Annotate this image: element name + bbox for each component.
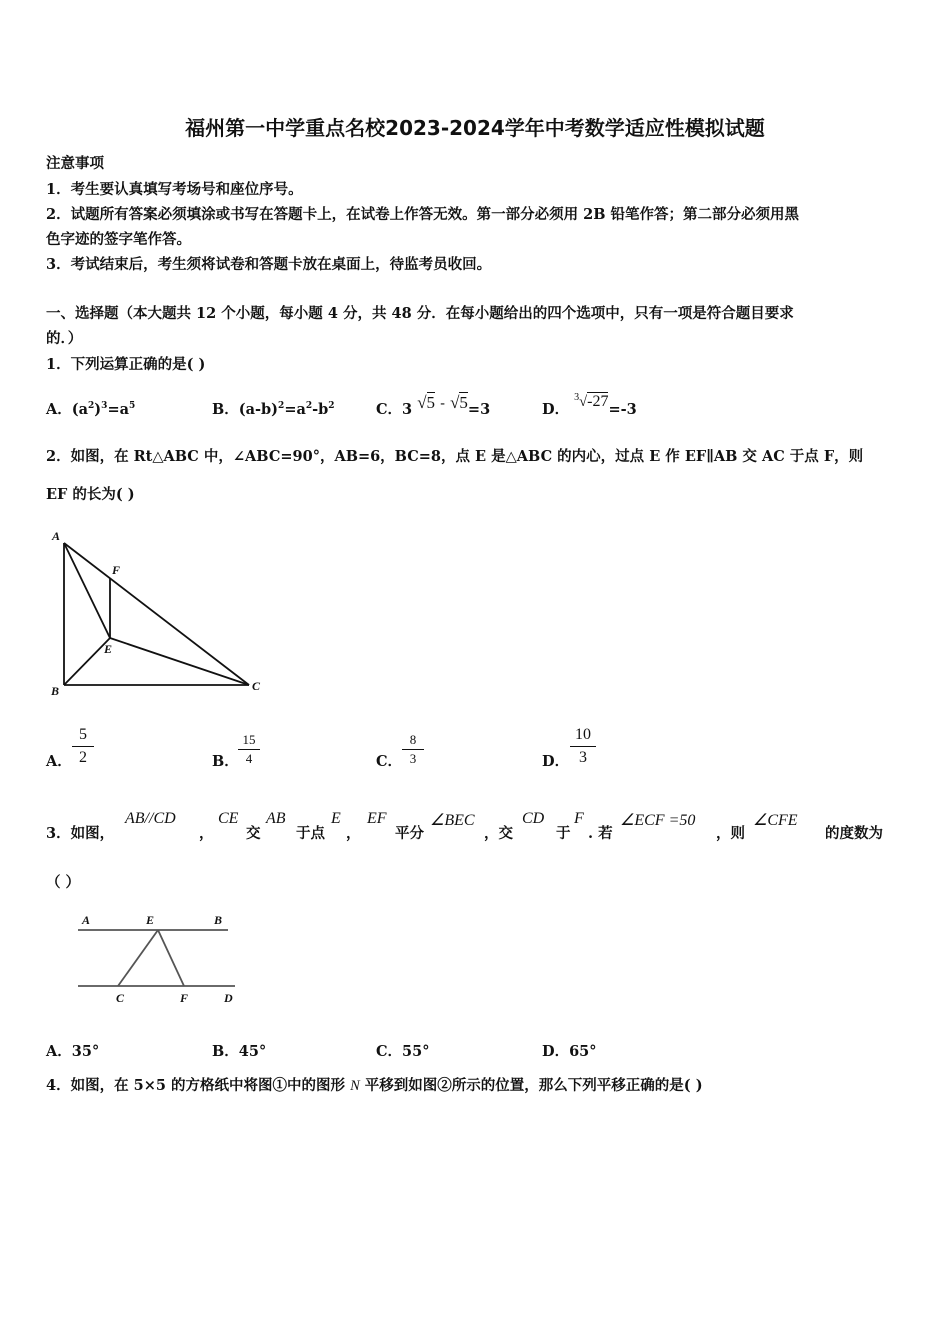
- q3-math-ce: CE: [218, 810, 239, 827]
- q3-label-e: E: [146, 913, 155, 927]
- q3-math-ef: EF: [367, 810, 387, 827]
- q3-stem-start: 3．如图，: [46, 825, 115, 842]
- q3-math-angle-cfe: ∠CFE: [753, 812, 798, 829]
- q2-label-c: C: [252, 679, 261, 693]
- q2-label-f: F: [112, 563, 121, 577]
- q3-parallel-lines-figure: [70, 905, 250, 1010]
- q3-option-d: D．65°: [542, 1043, 597, 1060]
- q2-triangle-figure: [44, 525, 274, 700]
- q2-option-d-label: D．: [542, 753, 570, 770]
- notice-heading: 注意事项: [46, 155, 104, 172]
- q2-option-b-label: B．: [212, 753, 239, 770]
- q1-stem: 1．下列运算正确的是( ): [46, 356, 206, 373]
- q2-stem-cont: EF 的长为( ): [46, 486, 135, 503]
- q1-option-c: C．3 √5 - √5=3: [376, 393, 491, 418]
- q3-text-jiao-2: ，交: [484, 825, 513, 842]
- q3-math-ab: AB: [266, 810, 286, 827]
- q3-text-ruo: . 若: [588, 825, 613, 842]
- q3-segment-ef: [158, 930, 184, 986]
- q2-stem: 2．如图，在 Rt△ABC 中，∠ABC=90°，AB=6，BC=8，点 E 是△ABC 的内心，过点 E 作 EF∥AB 交 AC 于点 F，则: [46, 448, 864, 465]
- q3-math-e: E: [331, 810, 341, 827]
- notice-item-3: 3．考试结束后，考生须将试卷和答题卡放在桌面上，待监考员收回。: [46, 256, 492, 273]
- q3-answer-paren: （ ）: [46, 874, 81, 891]
- q3-option-c: C．55°: [376, 1043, 430, 1060]
- page-title: 福州第一中学重点名校2023-2024学年中考数学适应性模拟试题: [185, 116, 765, 140]
- q3-label-d: D: [224, 991, 233, 1005]
- q2-label-e: E: [104, 642, 113, 656]
- q2-option-c-label: C．: [376, 753, 403, 770]
- q3-math-f: F: [574, 810, 584, 827]
- q2-option-b-fraction: 15 4: [238, 733, 260, 766]
- q3-math-cd: CD: [522, 810, 545, 827]
- q3-comma-2: ，: [346, 825, 361, 842]
- q3-label-a: A: [82, 913, 91, 927]
- q1-option-b: B．$(a-b)^2=a^2-b^2$: [212, 401, 335, 418]
- notice-item-1: 1．考生要认真填写考场号和座位序号。: [46, 181, 303, 198]
- q3-text-ze: ，则: [716, 825, 745, 842]
- q2-segment-ac: [64, 543, 249, 685]
- q3-text-yu: 于: [556, 825, 571, 842]
- notice-item-2: 2．试题所有答案必须填涂或书写在答题卡上，在试卷上作答无效。第一部分必须用 2B 铅笔作答；第二部分必须用黑: [46, 206, 800, 223]
- q3-math-ab-parallel-cd: AB//CD: [125, 810, 176, 827]
- q1-option-d: D． $^3$√-27=-3: [542, 392, 637, 418]
- q4-stem: 4．如图，在 5×5 的方格纸中将图①中的图形 N 平移到如图②所示的位置，那么下列平移正确的是( ): [46, 1077, 703, 1094]
- q2-option-a-label: A．: [46, 753, 72, 770]
- q3-comma-1: ，: [199, 825, 214, 842]
- q2-option-c-fraction: 8 3: [402, 733, 424, 766]
- q3-option-b: B．45°: [212, 1043, 267, 1060]
- q3-label-b: B: [214, 913, 223, 927]
- q3-option-a: A．35°: [46, 1043, 100, 1060]
- q3-text-pingfen: 平分: [395, 825, 424, 842]
- q3-text-jiao: 交: [246, 825, 261, 842]
- q2-option-a-fraction: 5 2: [72, 726, 94, 767]
- q3-segment-ec: [118, 930, 158, 986]
- q3-math-angle-bec: ∠BEC: [430, 812, 475, 829]
- q2-label-b: B: [51, 684, 60, 698]
- section-heading: 一、选择题（本大题共 12 个小题，每小题 4 分，共 48 分．在每小题给出的四个选项中，只有一项是符合题目要求: [46, 305, 794, 322]
- q2-segment-ec: [110, 638, 249, 685]
- q2-label-a: A: [52, 529, 61, 543]
- q3-text-tail: 的度数为: [825, 825, 883, 842]
- q3-label-c: C: [116, 991, 125, 1005]
- q2-option-d-fraction: 10 3: [570, 726, 596, 767]
- notice-item-2-cont: 色字迹的签字笔作答。: [46, 231, 191, 248]
- section-heading-cont: 的．）: [46, 330, 83, 347]
- q2-segment-ae: [64, 543, 110, 638]
- q3-math-angle-ecf: ∠ECF =50: [620, 812, 696, 829]
- q3-label-f: F: [180, 991, 189, 1005]
- q3-text-yudian: 于点: [296, 825, 325, 842]
- q1-option-a: A．$(a^2)^3=a^5$: [46, 401, 136, 418]
